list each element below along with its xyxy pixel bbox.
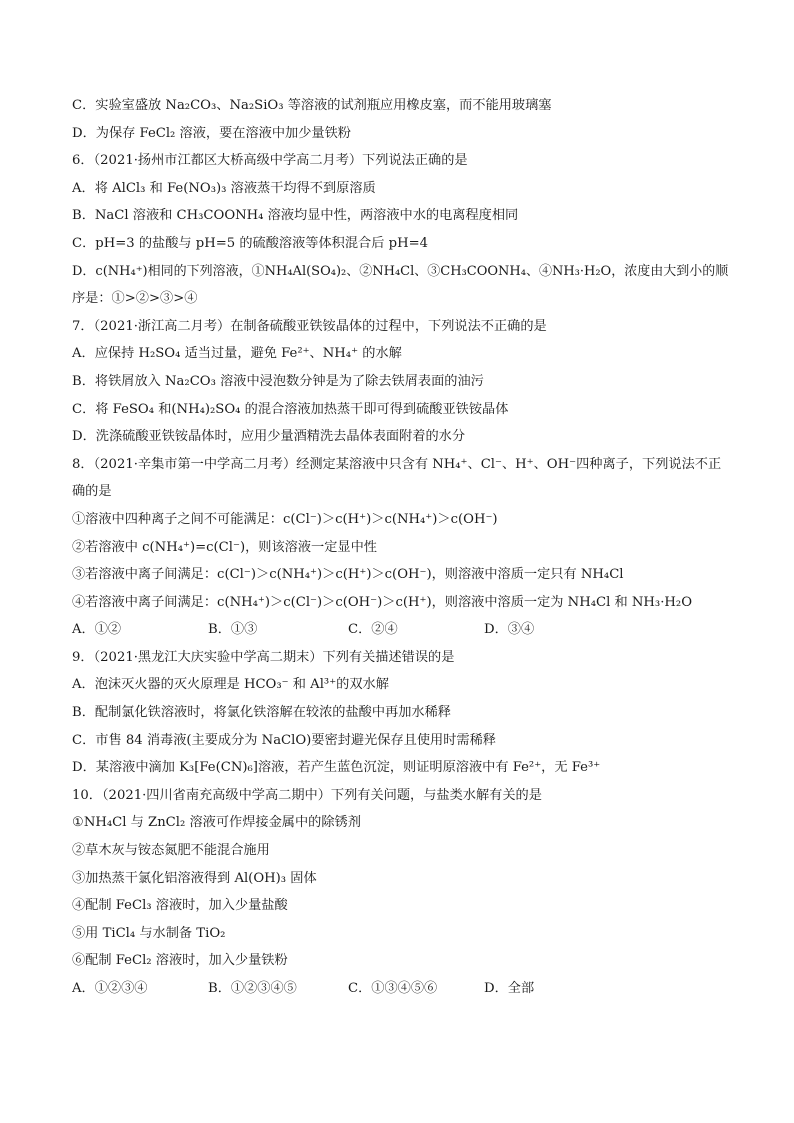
text-line: 序是：①>②>③>④: [72, 291, 198, 307]
text-line: C．市售 84 消毒液(主要成分为 NaClO)要密封避光保存且使用时需稀释: [72, 732, 496, 748]
text-line: B．NaCl 溶液和 CH₃COONH₄ 溶液均显中性，两溶液中水的电离程度相同: [72, 208, 519, 224]
option-b: B．①②③④⑤: [208, 981, 297, 996]
text-line: ④若溶液中离子间满足：c(NH₄⁺)＞c(Cl⁻)＞c(OH⁻)＞c(H⁺)，则溶液中溶质一定为 NH₄Cl 和 NH₃·H₂O: [72, 594, 693, 610]
option-c: C．①③④⑤⑥: [348, 981, 438, 996]
text-line: ⑥配制 FeCl₂ 溶液时，加入少量铁粉: [72, 953, 288, 969]
text-line: D．为保存 FeCl₂ 溶液，要在溶液中加少量铁粉: [72, 125, 351, 141]
text-line: ④配制 FeCl₃ 溶液时，加入少量盐酸: [72, 898, 288, 914]
text-line: C．将 FeSO₄ 和(NH₄)₂SO₄ 的混合溶液加热蒸干即可得到硫酸亚铁铵晶体: [72, 401, 509, 417]
document-content: [72, 92, 732, 1003]
option-d: D．全部: [484, 981, 535, 996]
option-b: B．①③: [208, 622, 258, 638]
question-7-stem: 7．（2021·浙江高二月考）在制备硫酸亚铁铵晶体的过程中，下列说法不正确的是: [72, 318, 547, 334]
text-line: D．某溶液中滴加 K₃[Fe(CN)₆]溶液，若产生蓝色沉淀，则证明原溶液中有 Fe²⁺，无 Fe³⁺: [72, 760, 601, 776]
question-6-stem: 6．（2021·扬州市江都区大桥高级中学高二月考）下列说法正确的是: [72, 153, 468, 169]
question-9-stem: 9．（2021·黑龙江大庆实验中学高二期末）下列有关描述错误的是: [72, 649, 455, 665]
text-line: ①溶液中四种离子之间不可能满足：c(Cl⁻)＞c(H⁺)＞c(NH₄⁺)＞c(OH⁻): [72, 511, 498, 527]
option-a: A．①②: [72, 622, 122, 638]
text-line: C．pH=3 的盐酸与 pH=5 的硫酸溶液等体积混合后 pH=4: [72, 235, 429, 251]
question-8-stem: 8．（2021·辛集市第一中学高二月考）经测定某溶液中只含有 NH₄⁺、Cl⁻、H⁺、OH⁻四种离子，下列说法不正: [72, 456, 722, 472]
text-line: D．c(NH₄⁺)相同的下列溶液，①NH₄Al(SO₄)₂、②NH₄Cl、③CH₃COONH₄、④NH₃·H₂O，浓度由大到小的顺: [72, 263, 729, 279]
question-8-options: [72, 616, 732, 644]
option-a: A．①②③④: [72, 981, 148, 996]
text-line: D．洗涤硫酸亚铁铵晶体时，应用少量酒精洗去晶体表面附着的水分: [72, 429, 466, 445]
text-line: ②草木灰与铵态氮肥不能混合施用: [72, 843, 270, 859]
text-line: ②若溶液中 c(NH₄⁺)=c(Cl⁻)，则该溶液一定显中性: [72, 539, 377, 555]
text-line: C．实验室盛放 Na₂CO₃、Na₂SiO₃ 等溶液的试剂瓶应用橡皮塞，而不能用玻璃塞: [72, 98, 552, 113]
option-c: C．②④: [348, 622, 398, 638]
text-line: B．将铁屑放入 Na₂CO₃ 溶液中浸泡数分钟是为了除去铁屑表面的油污: [72, 373, 484, 389]
question-10-stem: 10．（2021·四川省南充高级中学高二期中）下列有关问题，与盐类水解有关的是: [72, 787, 542, 803]
text-line: ⑤用 TiCl₄ 与水制备 TiO₂: [72, 925, 226, 941]
text-line: A．泡沫灭火器的灭火原理是 HCO₃⁻ 和 Al³⁺的双水解: [72, 677, 389, 693]
text-line: ③加热蒸干氯化铝溶液得到 Al(OH)₃ 固体: [72, 870, 317, 886]
text-line: B．配制氯化铁溶液时，将氯化铁溶解在较浓的盐酸中再加水稀释: [72, 705, 451, 721]
text-line: ①NH₄Cl 与 ZnCl₂ 溶液可作焊接金属中的除锈剂: [72, 815, 361, 831]
option-d: D．③④: [484, 622, 535, 638]
text-line: A．应保持 H₂SO₄ 适当过量，避免 Fe²⁺、NH₄⁺ 的水解: [72, 346, 402, 362]
question-10-options: [72, 975, 732, 1003]
text-line: 确的是: [72, 484, 112, 500]
text-line: ③若溶液中离子间满足：c(Cl⁻)＞c(NH₄⁺)＞c(H⁺)＞c(OH⁻)，则溶液中溶质一定只有 NH₄Cl: [72, 567, 624, 583]
text-line: A．将 AlCl₃ 和 Fe(NO₃)₃ 溶液蒸干均得不到原溶质: [72, 180, 376, 196]
